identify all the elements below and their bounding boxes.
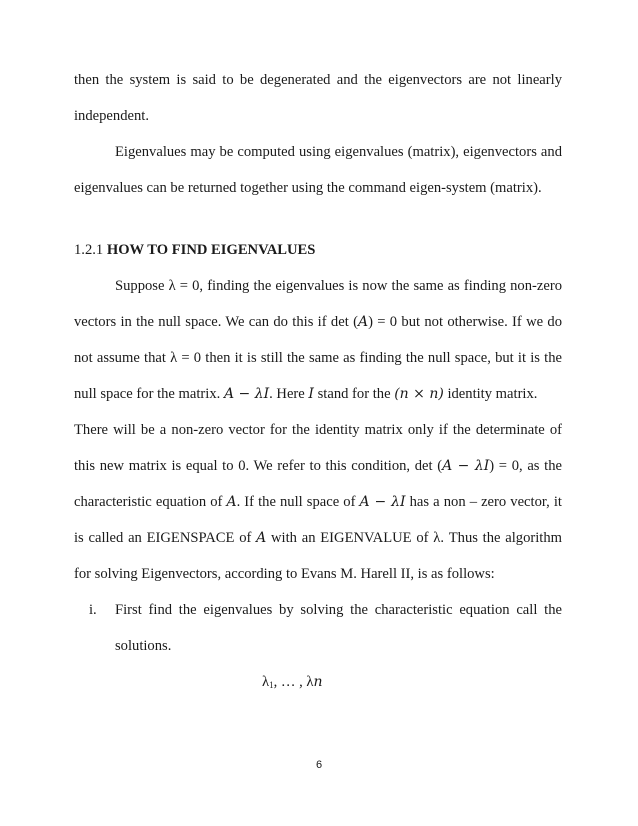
- body-line: independent.: [74, 108, 149, 124]
- body-line: Eigenvalues may be computed using eigenvalues (matrix), eigenvectors and: [115, 144, 562, 160]
- body-line: this new matrix is equal to 0. We refer to this condition, det (A − λI) = 0, as the: [74, 458, 562, 474]
- body-line: for solving Eigenvectors, according to Evans M. Harell II, is as follows:: [74, 566, 495, 582]
- list-item-line: First find the eigenvalues by solving the characteristic equation call the: [115, 602, 562, 618]
- list-item-line: solutions.: [115, 638, 172, 654]
- list-marker: i.: [89, 602, 97, 618]
- body-line: There will be a non-zero vector for the identity matrix only if the determinate of: [74, 422, 562, 438]
- section-title: HOW TO FIND EIGENVALUES: [106, 242, 316, 258]
- body-line: not assume that λ = 0 then it is still the same as finding the null space, but it is the: [74, 350, 562, 366]
- body-line: Suppose λ = 0, finding the eigenvalues is now the same as finding non-zero: [115, 278, 562, 294]
- body-line: eigenvalues can be returned together using the command eigen-system (matrix).: [74, 180, 542, 196]
- body-line: then the system is said to be degenerated and the eigenvectors are not linearly: [74, 72, 562, 88]
- body-line: is called an EIGENSPACE of A with an EIGENVALUE of λ. Thus the algorithm: [74, 530, 563, 546]
- section-number: 1.2.1: [74, 242, 104, 258]
- body-line: null space for the matrix. A − λI. Here I stand for the (n × n) identity matrix.: [74, 386, 538, 402]
- body-line: vectors in the null space. We can do this if det (A) = 0 but not otherwise. If we do: [74, 314, 562, 330]
- equation: $\lambda_1$, … , λn: [262, 674, 323, 690]
- body-line: characteristic equation of A. If the null space of A − λI has a non – zero vector, it: [74, 494, 562, 510]
- section-heading: [74, 241, 315, 259]
- page-number: 6: [315, 759, 323, 771]
